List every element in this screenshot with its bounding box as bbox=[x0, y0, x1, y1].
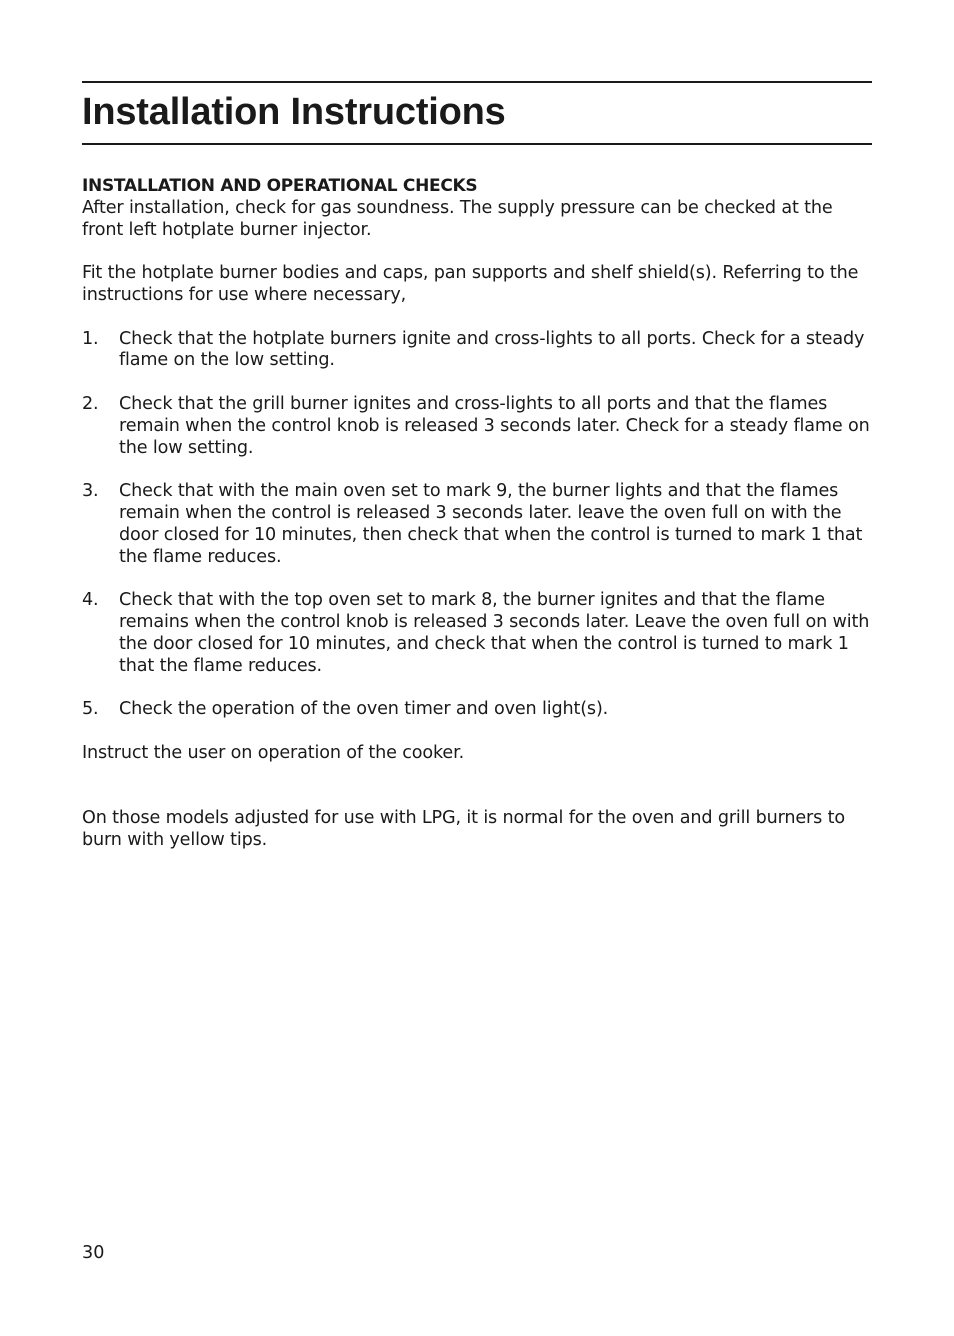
intro-paragraph: After installation, check for gas soundness. The supply pressure can be checked at the front left hotplate burner injector. bbox=[82, 197, 833, 240]
list-item bbox=[82, 329, 872, 373]
list-item bbox=[82, 394, 872, 459]
step-number: 3. bbox=[82, 481, 99, 502]
step-number: 5. bbox=[82, 699, 99, 720]
checks-list bbox=[82, 329, 872, 721]
page-number: 30 bbox=[82, 1243, 105, 1263]
list-item bbox=[82, 590, 872, 677]
step-text: Check that the hotplate burners ignite and cross-lights to all ports. Check for a steady flame on the low setting. bbox=[119, 328, 865, 371]
list-item bbox=[82, 699, 872, 721]
step-text: Check that with the main oven set to mark 9, the burner lights and that the flames remain when the control is released 3 seconds later. leave the oven full on with the door closed for 10 minutes, then check that when the control is turned to mark 1 that the flame reduces. bbox=[119, 481, 863, 567]
title-bottom-rule bbox=[82, 143, 872, 145]
list-item bbox=[82, 481, 872, 568]
section-heading: INSTALLATION AND OPERATIONAL CHECKS bbox=[82, 176, 478, 196]
step-number: 1. bbox=[82, 328, 99, 349]
main-content bbox=[82, 176, 872, 852]
instruct-paragraph: Instruct the user on operation of the cooker. bbox=[82, 742, 465, 763]
step-number: 4. bbox=[82, 590, 99, 611]
page-title: Installation Instructions bbox=[82, 91, 506, 133]
fit-paragraph: Fit the hotplate burner bodies and caps, pan supports and shelf shield(s). Referring to the instructions for use where necessary, bbox=[82, 263, 859, 305]
title-top-rule bbox=[82, 81, 872, 83]
step-text: Check that the grill burner ignites and cross-lights to all ports and that the flames remain when the control knob is released 3 seconds later. Check for a steady flame on the low setting. bbox=[119, 393, 870, 458]
step-number: 2. bbox=[82, 393, 99, 414]
step-text: Check that with the top oven set to mark 8, the burner ignites and that the flame remains when the control knob is released 3 seconds later. Leave the oven full on with the door closed for 10 minutes, and check that when the control is turned to mark 1 that the flame reduces. bbox=[119, 590, 870, 676]
lpg-note: On those models adjusted for use with LPG, it is normal for the oven and grill burners to burn with yellow tips. bbox=[82, 808, 845, 850]
step-text: Check the operation of the oven timer and oven light(s). bbox=[119, 699, 609, 720]
